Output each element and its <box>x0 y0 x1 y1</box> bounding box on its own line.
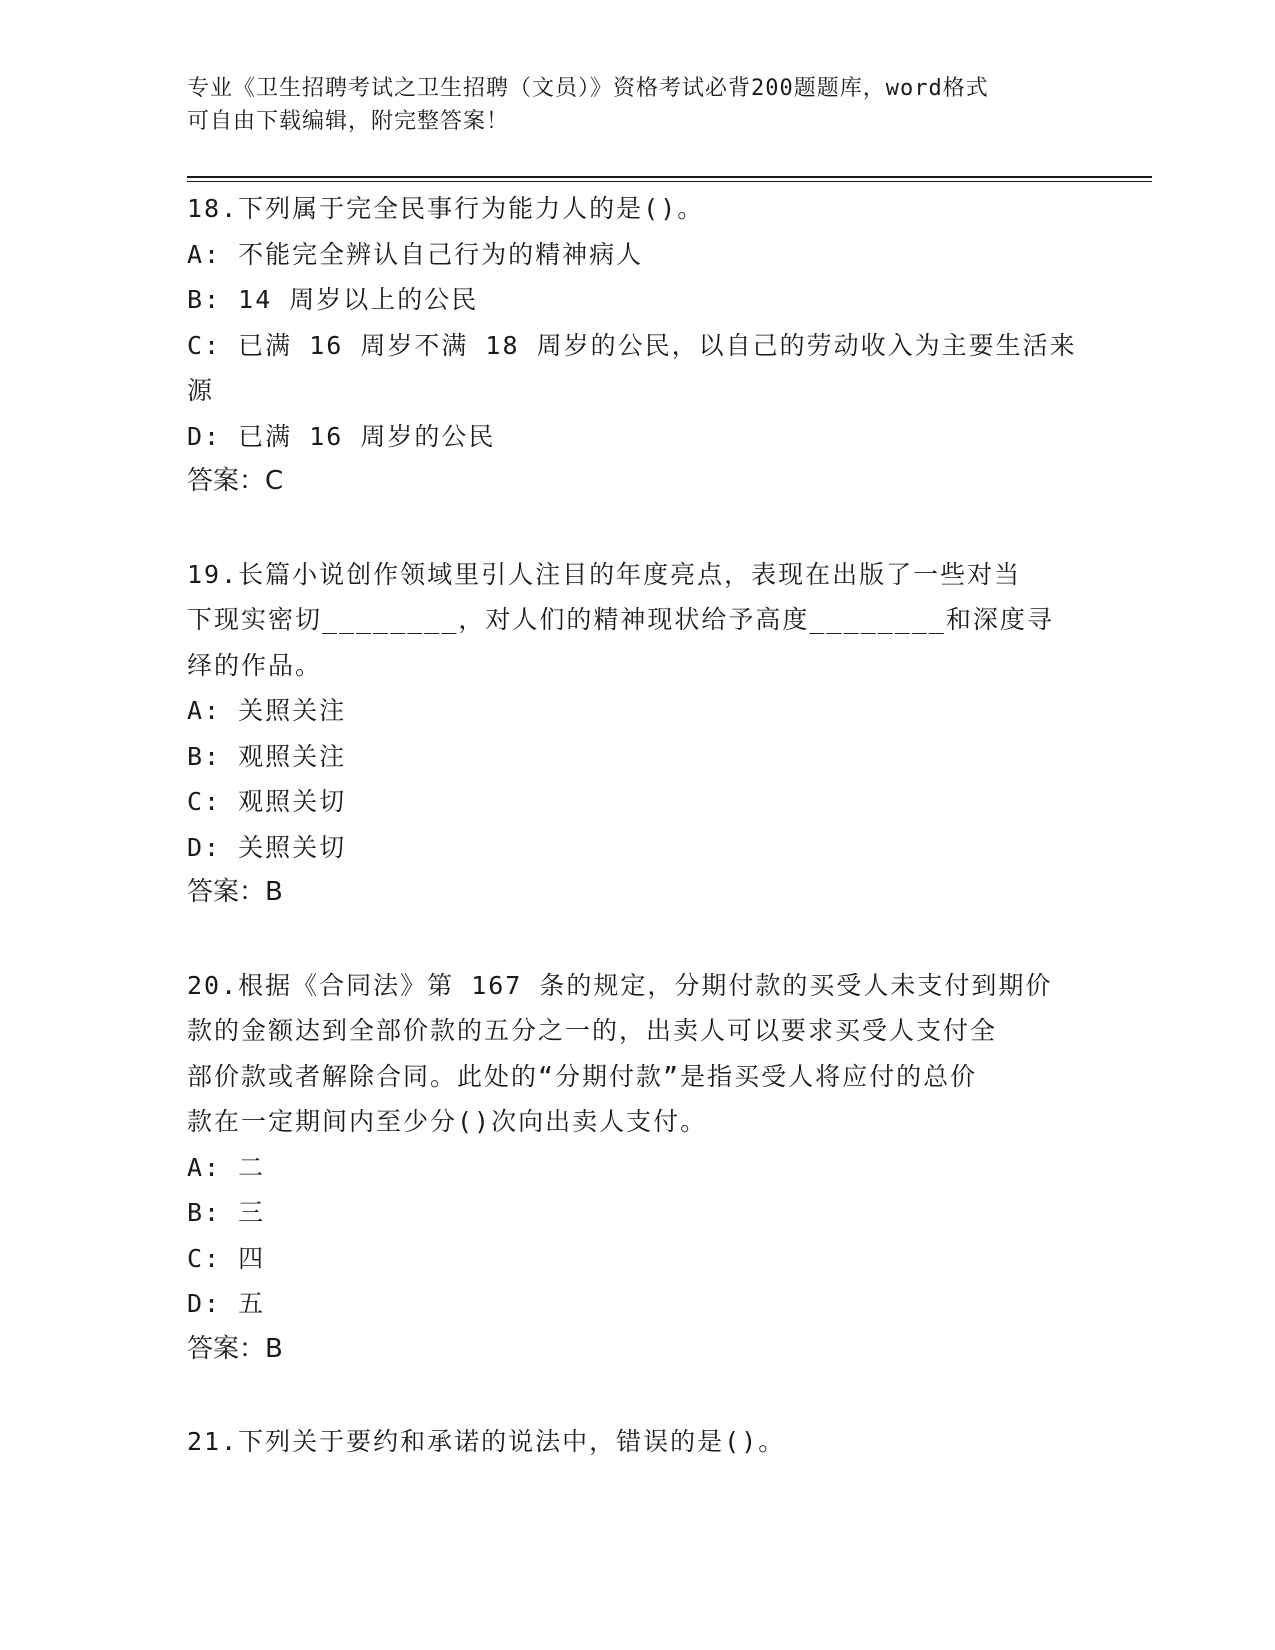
answer-label: 答案：B <box>187 877 283 907</box>
option-b: B: 14 周岁以上的公民 <box>187 285 479 314</box>
question-stem-line: 19.长篇小说创作领域里引人注目的年度亮点，表现在出版了一些对当 <box>187 559 1022 589</box>
question-20 <box>187 963 1087 1373</box>
option-d: D: 已满 16 周岁的公民 <box>187 421 496 451</box>
header-divider-thin <box>187 181 1152 182</box>
option-a: A: 二 <box>187 1152 266 1182</box>
question-list <box>187 186 1087 1512</box>
option-b: B: 观照关注 <box>187 741 347 771</box>
header-line-1: 专业《卫生招聘考试之卫生招聘（文员）》资格考试必背200题题库，word格式 <box>187 76 989 101</box>
document-header <box>187 72 1087 138</box>
question-stem-line: 部价款或者解除合同。此处的“分期付款”是指买受人将应付的总价 <box>187 1061 978 1091</box>
option-a: A: 不能完全辨认自己行为的精神病人 <box>187 239 644 269</box>
option-c: C: 四 <box>187 1243 266 1273</box>
option-d: D: 五 <box>187 1289 266 1318</box>
option-d: D: 关照关切 <box>187 832 347 862</box>
header-line-2: 可自由下载编辑，附完整答案！ <box>187 109 510 134</box>
question-stem-line: 21.下列关于要约和承诺的说法中，错误的是()。 <box>187 1427 786 1456</box>
question-stem-line: 下现实密切________，对人们的精神现状给予高度________和深度寻 <box>187 605 1054 634</box>
question-21 <box>187 1419 1087 1465</box>
option-c: C: 已满 16 周岁不满 18 周岁的公民，以自己的劳动收入为主要生活来 <box>187 330 1077 360</box>
question-stem-line: 款的金额达到全部价款的五分之一的，出卖人可以要求买受人支付全 <box>187 1016 998 1045</box>
option-b: B: 三 <box>187 1198 266 1227</box>
option-c-continued: 源 <box>187 376 215 405</box>
question-18 <box>187 186 1087 505</box>
answer-label: 答案：C <box>187 466 284 496</box>
question-19 <box>187 552 1087 916</box>
question-stem-line: 款在一定期间内至少分()次向出卖人支付。 <box>187 1107 708 1136</box>
header-divider-thick <box>187 176 1152 178</box>
answer-label: 答案：B <box>187 1333 283 1364</box>
question-stem-line: 绎的作品。 <box>187 650 323 680</box>
option-a: A: 关照关注 <box>187 696 347 725</box>
question-stem-line: 20.根据《合同法》第 167 条的规定，分期付款的买受人未支付到期价 <box>187 970 1053 1000</box>
option-c: C: 观照关切 <box>187 787 347 816</box>
question-stem-line: 18.下列属于完全民事行为能力人的是()。 <box>187 194 705 223</box>
